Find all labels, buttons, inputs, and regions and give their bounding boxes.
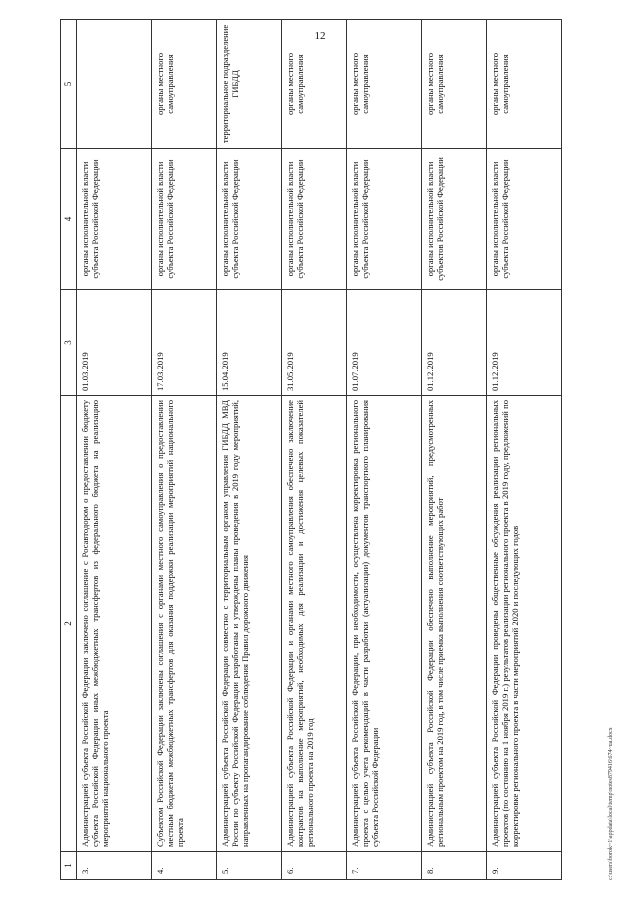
row-coexecutor: органы местного самоуправления xyxy=(281,20,346,149)
row-number: 7. xyxy=(346,852,421,880)
row-executor: органы исполнительной власти субъекта Российской Федерации xyxy=(346,149,421,290)
row-executor: органы исполнительной власти субъекта Российской Федерации xyxy=(486,149,561,290)
header-cell: 2 xyxy=(61,396,77,852)
row-description: Администрацией субъекта Российской Федерации проведены общественные обсуждения реализации региональных проектов (по состоянию на 1 ноября 2019 г.) результатов реализации регионального проекта в 2019 году, предложений по корректировке регионального проекта в части мероприятий 2020 и последующих годов xyxy=(486,396,561,852)
row-date: 01.03.2019 xyxy=(76,290,151,396)
rotated-page xyxy=(60,20,620,880)
table-row xyxy=(76,20,151,880)
page-number: 12 xyxy=(314,30,326,42)
row-coexecutor xyxy=(76,20,151,149)
row-executor: органы исполнительной власти субъекта Российской Федерации xyxy=(216,149,281,290)
header-row xyxy=(61,20,77,880)
row-coexecutor: территориальное подразделение ГИБДД xyxy=(216,20,281,149)
row-number: 8. xyxy=(421,852,486,880)
row-description: Администрацией субъекта Российской Федерации и органами местного самоуправления обеспечено заключение контрактов на выполнение мероприятий, необходимых для реализации и достижения целевых показателей регионального проекта на 2019 год xyxy=(281,396,346,852)
row-description: Субъектом Российской Федерации заключены соглашения с органами местного самоуправления о предоставлении местным бюджетам межбюджетных трансфертов для оказания поддержки реализации мероприятий национального проекта xyxy=(151,396,216,852)
row-date: 17.03.2019 xyxy=(151,290,216,396)
row-executor: органы исполнительной власти субъектов Российской Федерации xyxy=(421,149,486,290)
header-cell: 1 xyxy=(61,852,77,880)
header-cell: 4 xyxy=(61,149,77,290)
file-path-footer: c:\users\borok~1\appdata\local\temp\notes879416\674~ua.docx xyxy=(608,727,614,880)
table-row xyxy=(151,20,216,880)
row-executor: органы исполнительной власти субъекта Российской Федерации xyxy=(76,149,151,290)
row-number: 5. xyxy=(216,852,281,880)
row-date: 15.04.2019 xyxy=(216,290,281,396)
row-number: 9. xyxy=(486,852,561,880)
row-number: 3. xyxy=(76,852,151,880)
row-coexecutor: органы местного самоуправления xyxy=(486,20,561,149)
row-description: Администрацией субъекта Российской Федерации совместно с территориальным органом управления ГИБДД МВД России по субъекту Российской Федерации разработаны и утверждены планы проведения в 2019 году мероприятий, направленных на пропагандирование соблюдения Правил дорожного движения xyxy=(216,396,281,852)
row-date: 31.05.2019 xyxy=(281,290,346,396)
table-row xyxy=(421,20,486,880)
row-number: 4. xyxy=(151,852,216,880)
row-date: 01.07.2019 xyxy=(346,290,421,396)
row-date: 01.12.2019 xyxy=(486,290,561,396)
table-row xyxy=(216,20,281,880)
header-cell: 3 xyxy=(61,290,77,396)
table-row xyxy=(281,20,346,880)
row-description: Администрацией субъекта Российской Федерации, при необходимости, осуществлена корректировка регионального проекта с целью учета рекомендаций в части разработки (актуализации) документов транспортного планирования субъекта Российской Федерации xyxy=(346,396,421,852)
measures-table xyxy=(60,19,562,880)
row-coexecutor: органы местного самоуправления xyxy=(346,20,421,149)
row-coexecutor: органы местного самоуправления xyxy=(421,20,486,149)
table-row xyxy=(486,20,561,880)
header-cell: 5 xyxy=(61,20,77,149)
row-date: 01.12.2019 xyxy=(421,290,486,396)
row-description: Администрацией субъекта Российской Федерации заключено соглашение с Росавтодором о предоставлении бюджету субъекта Российской Федерации иных межбюджетных трансфертов из федерального бюджета на реализацию мероприятий национального проекта xyxy=(76,396,151,852)
row-number: 6. xyxy=(281,852,346,880)
row-coexecutor: органы местного самоуправления xyxy=(151,20,216,149)
row-executor: органы исполнительной власти субъекта Российской Федерации xyxy=(151,149,216,290)
row-description: Администрацией субъекта Российской Федерации обеспечено выполнение мероприятий, предусмотренных региональным проектом на 2019 год, в том числе приемка выполнения соответствующих работ xyxy=(421,396,486,852)
row-executor: органы исполнительной власти субъекта Российской Федерации xyxy=(281,149,346,290)
table-row xyxy=(346,20,421,880)
